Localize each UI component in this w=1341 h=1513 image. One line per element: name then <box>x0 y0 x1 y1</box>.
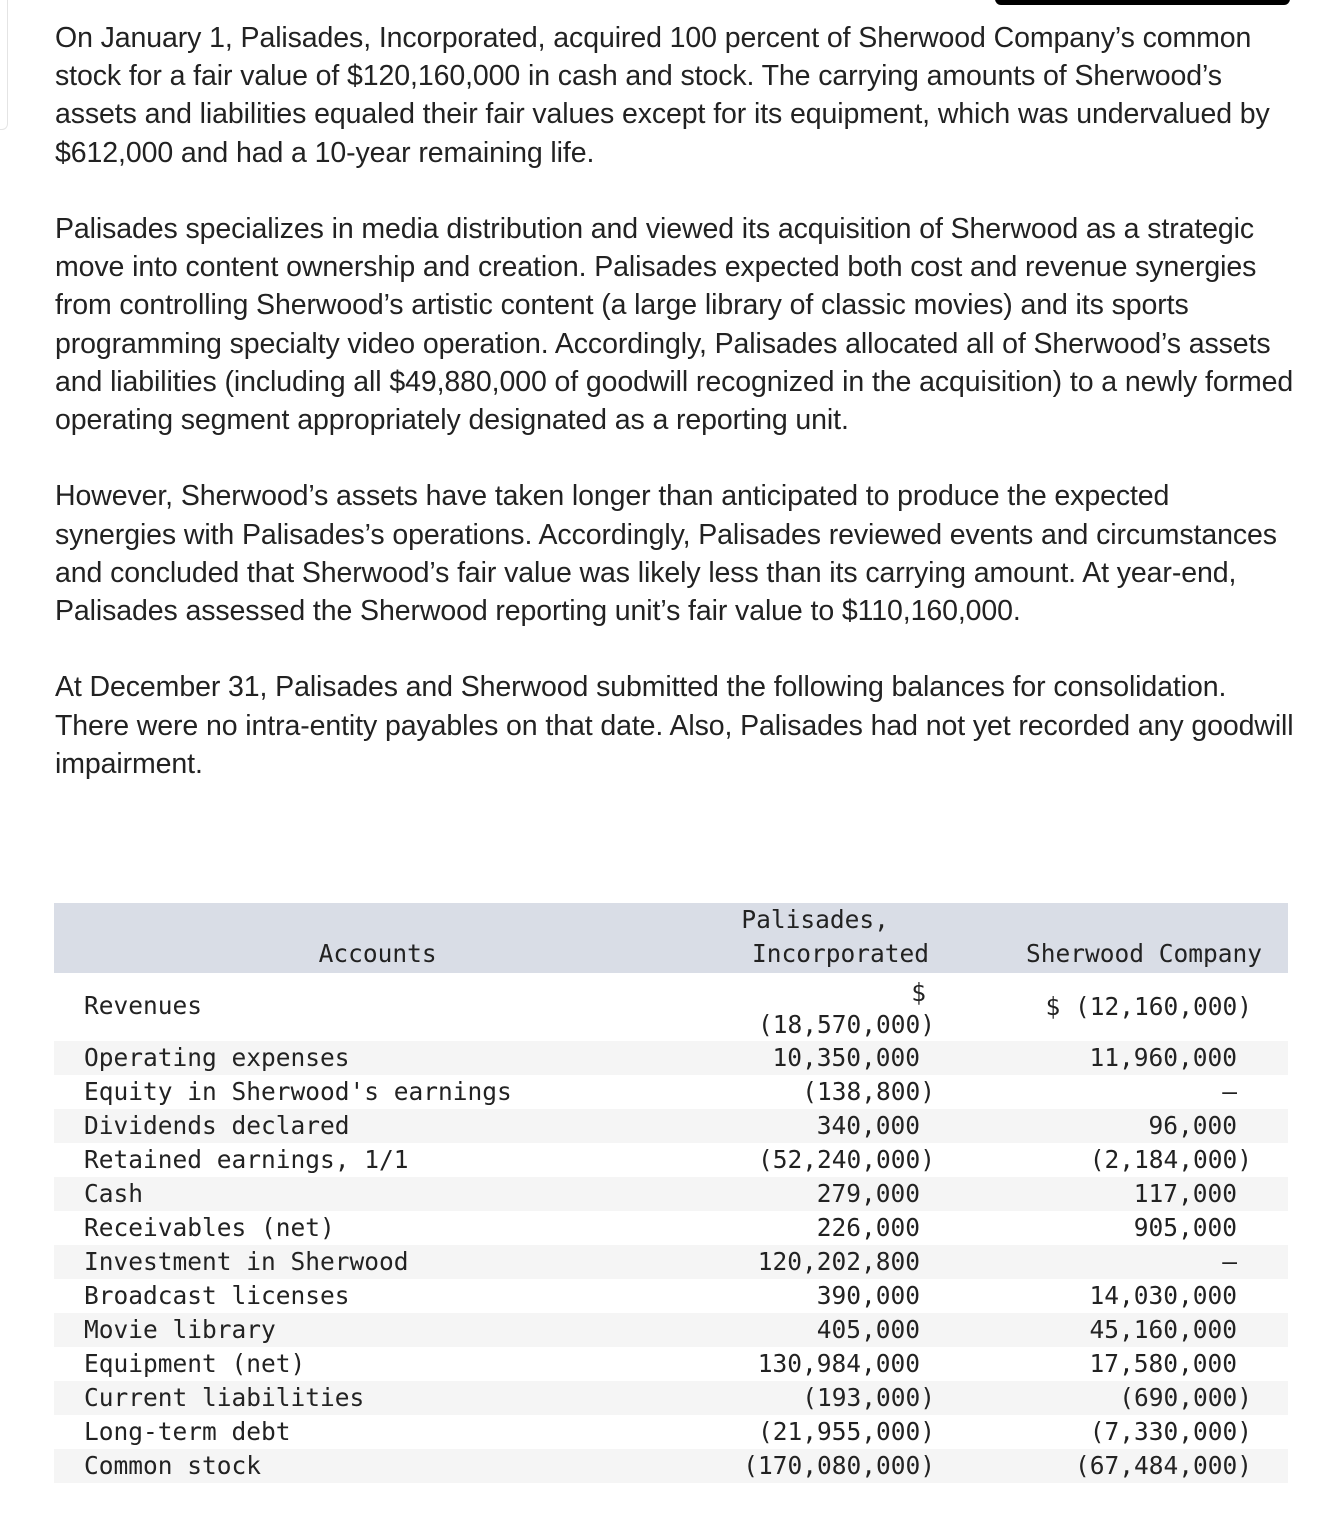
palisades-amount: 390,000 <box>816 1281 921 1310</box>
sherwood-amount: 11,960,000 <box>1089 1043 1237 1072</box>
table-row <box>54 1415 1288 1449</box>
palisades-amount: 279,000 <box>816 1179 921 1208</box>
palisades-value: (52,240,000) <box>701 1143 935 1177</box>
palisades-value: (21,955,000) <box>701 1415 935 1449</box>
paragraph-strategy: Palisades specializes in media distribution and viewed its acquisition of Sherwood as a strategic move into content ownership and creation. Palisades expected both cost and revenue synergies from controlling Sherwood’s artistic content (a large library of classic movies) and its sports programming specialty video operation. Accordingly, Palisades allocated all of Sherwood’s assets and liabilities (including all $49,880,000 of goodwill recognized in the acquisition) to a newly formed operating segment appropriately designated as a reporting unit. <box>55 213 1294 437</box>
sherwood-value <box>935 1109 1288 1143</box>
table-row <box>54 1279 1288 1313</box>
sherwood-value: (690,000) <box>935 1381 1288 1415</box>
palisades-amount: 130,984,000 <box>757 1349 921 1378</box>
account-name: Long-term debt <box>54 1415 701 1449</box>
table-row <box>54 1347 1288 1381</box>
palisades-value: (138,800) <box>701 1075 935 1109</box>
sherwood-value: (2,184,000) <box>935 1143 1288 1177</box>
header-accounts: Accounts <box>54 903 701 973</box>
header-palisades-line2: Incorporated <box>752 939 930 968</box>
table-row <box>54 1177 1288 1211</box>
account-name: Dividends declared <box>54 1109 701 1143</box>
paragraph-balances-intro: At December 31, Palisades and Sherwood submitted the following balances for consolidation. There were no intra-entity payables on that date. Also, Palisades had not yet recorded any goodwill impairment. <box>55 671 1294 780</box>
palisades-amount: 120,202,800 <box>757 1247 921 1276</box>
left-panel-edge <box>0 0 8 130</box>
sherwood-value: (7,330,000) <box>935 1415 1288 1449</box>
palisades-value <box>701 1109 935 1143</box>
sherwood-value <box>935 1075 1288 1109</box>
palisades-value: (193,000) <box>701 1381 935 1415</box>
palisades-value <box>701 1245 935 1279</box>
table-row <box>54 973 1288 1041</box>
palisades-value <box>701 1313 935 1347</box>
top-window-bar <box>995 0 1290 5</box>
account-name: Receivables (net) <box>54 1211 701 1245</box>
sherwood-value <box>935 1313 1288 1347</box>
header-sherwood: Sherwood Company <box>935 903 1288 973</box>
table-row <box>54 1075 1288 1109</box>
account-name: Investment in Sherwood <box>54 1245 701 1279</box>
sherwood-value <box>935 1211 1288 1245</box>
table-row <box>54 1109 1288 1143</box>
sherwood-amount: 14,030,000 <box>1089 1281 1237 1310</box>
sherwood-value <box>935 1279 1288 1313</box>
account-name: Cash <box>54 1177 701 1211</box>
table-row <box>54 1211 1288 1245</box>
table-row <box>54 1381 1288 1415</box>
table-row <box>54 1449 1288 1483</box>
account-name: Equity in Sherwood's earnings <box>54 1075 701 1109</box>
account-name: Movie library <box>54 1313 701 1347</box>
problem-text <box>55 19 1295 821</box>
sherwood-value <box>935 1347 1288 1381</box>
account-name: Operating expenses <box>54 1041 701 1075</box>
palisades-value: (170,080,000) <box>701 1449 935 1483</box>
account-name: Revenues <box>54 973 701 1041</box>
sherwood-value <box>935 1041 1288 1075</box>
sherwood-value: $ (12,160,000) <box>935 973 1288 1041</box>
table-row <box>54 1143 1288 1177</box>
palisades-amount: (18,570,000) <box>758 1010 936 1039</box>
table-header-row <box>54 903 1288 973</box>
palisades-amount: 405,000 <box>816 1315 921 1344</box>
account-name: Common stock <box>54 1449 701 1483</box>
header-palisades-line1: Palisades, <box>741 905 889 934</box>
palisades-value <box>701 1279 935 1313</box>
palisades-value <box>701 1347 935 1381</box>
account-name: Current liabilities <box>54 1381 701 1415</box>
paragraph-impairment: However, Sherwood’s assets have taken longer than anticipated to produce the expected synergies with Palisades’s operations. Accordingly, Palisades reviewed events and circumstances and concluded that Sherwood’s fair value was likely less than its carrying amount. At year-end, Palisades assessed the Sherwood reporting unit’s fair value to $110,160,000. <box>55 480 1277 628</box>
sherwood-value <box>935 1245 1288 1279</box>
account-balances-table <box>54 903 1288 1483</box>
table-row <box>54 1313 1288 1347</box>
table-row <box>54 1041 1288 1075</box>
palisades-amount: 10,350,000 <box>772 1043 921 1072</box>
palisades-value <box>701 1177 935 1211</box>
palisades-value <box>701 1041 935 1075</box>
palisades-amount: 226,000 <box>816 1213 921 1242</box>
header-palisades <box>701 903 935 973</box>
sherwood-amount: 905,000 <box>1133 1213 1237 1242</box>
sherwood-value <box>935 1177 1288 1211</box>
sherwood-amount: – <box>1222 1077 1237 1106</box>
palisades-value <box>701 1211 935 1245</box>
sherwood-amount: 117,000 <box>1133 1179 1237 1208</box>
paragraph-acquisition: On January 1, Palisades, Incorporated, acquired 100 percent of Sherwood Company’s common stock for a fair value of $120,160,000 in cash and stock. The carrying amounts of Sherwood’s assets and liabilities equaled their fair values except for its equipment, which was undervalued by $612,000 and had a 10-year remaining life. <box>55 22 1270 169</box>
sherwood-value: (67,484,000) <box>935 1449 1288 1483</box>
sherwood-amount: 45,160,000 <box>1089 1315 1237 1344</box>
sherwood-amount: – <box>1222 1247 1237 1276</box>
sherwood-amount: 17,580,000 <box>1089 1349 1237 1378</box>
account-name: Retained earnings, 1/1 <box>54 1143 701 1177</box>
account-name: Equipment (net) <box>54 1347 701 1381</box>
table-row <box>54 1245 1288 1279</box>
account-name: Broadcast licenses <box>54 1279 701 1313</box>
dollar-sign: $ <box>911 978 927 1007</box>
palisades-amount: 340,000 <box>816 1111 921 1140</box>
palisades-value <box>701 973 935 1041</box>
sherwood-amount: 96,000 <box>1148 1111 1237 1140</box>
